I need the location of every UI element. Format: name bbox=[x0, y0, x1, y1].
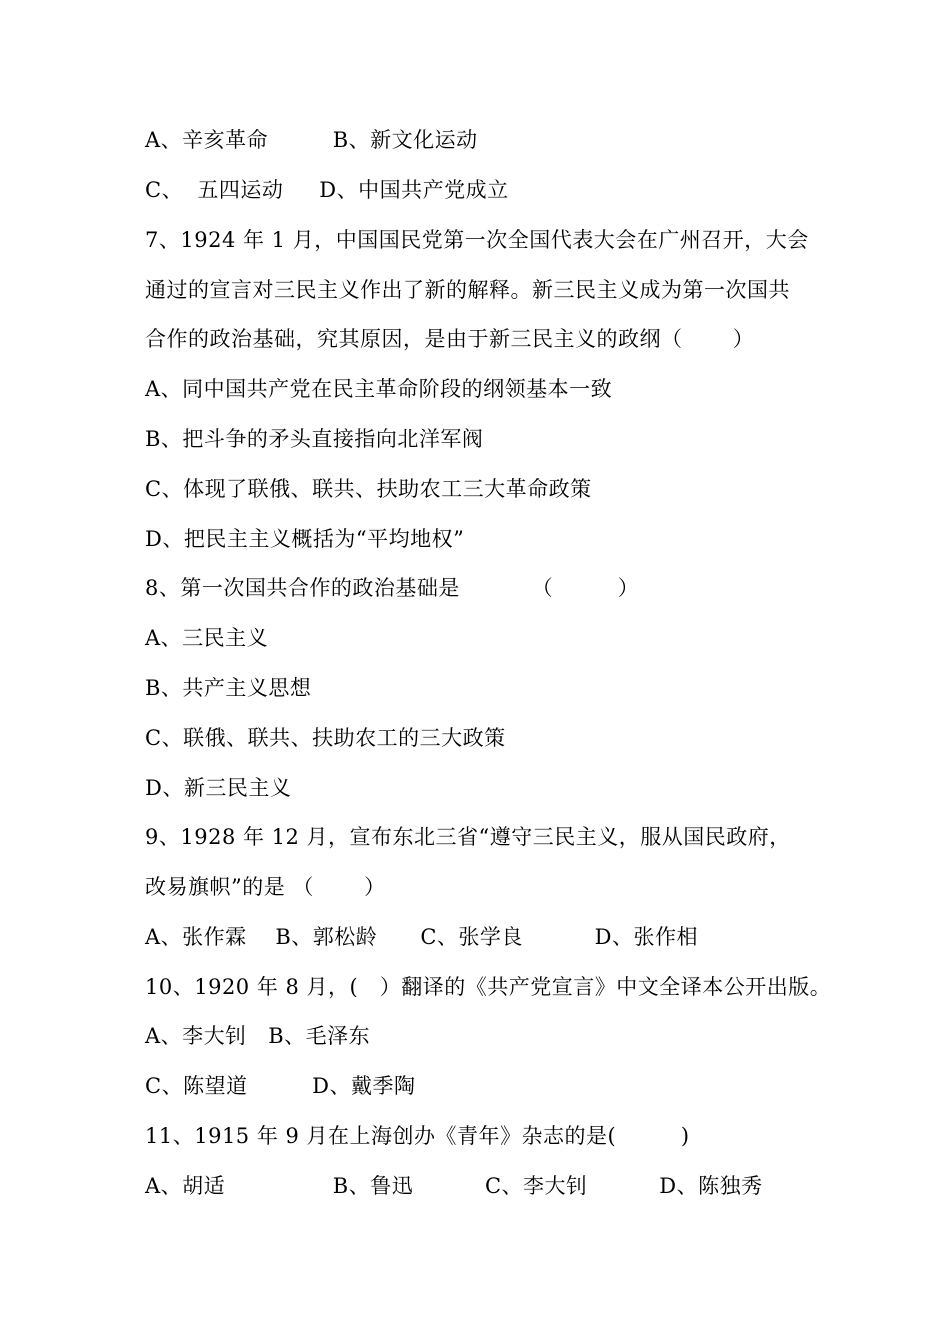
q10-stem: 10、1920 年 8 月，( ）翻译的《共产党宣言》中文全译本公开出版。 bbox=[145, 975, 832, 999]
q11-options: A、胡适 B、鲁迅 C、李大钊 D、陈独秀 bbox=[145, 1174, 763, 1198]
q10-options-ab: A、李大钊 B、毛泽东 bbox=[145, 1024, 371, 1048]
q7-stem-line-2: 通过的宣言对三民主义作出了新的解释。新三民主义成为第一次国共 bbox=[145, 278, 790, 302]
q7-stem-line-3: 合作的政治基础，究其原因，是由于新三民主义的政纲（ ） bbox=[145, 327, 755, 351]
q7-stem-line-1: 7、1924 年 1 月，中国国民党第一次全国代表大会在广州召开，大会 bbox=[145, 228, 809, 252]
q8-option-a: A、三民主义 bbox=[145, 626, 269, 650]
q6-options-ab: A、辛亥革命 B、新文化运动 bbox=[145, 128, 478, 152]
q10-options-cd: C、陈望道 D、戴季陶 bbox=[145, 1074, 416, 1098]
q7-option-d: D、把民主主义概括为“平均地权” bbox=[145, 527, 465, 551]
q6-options-cd: C、 五四运动 D、中国共产党成立 bbox=[145, 178, 509, 202]
q9-options: A、张作霖 B、郭松龄 C、张学良 D、张作相 bbox=[145, 925, 699, 949]
q7-option-a: A、同中国共产党在民主革命阶段的纲领基本一致 bbox=[145, 377, 613, 401]
q9-stem-line-2: 改易旗帜”的是 （ ） bbox=[145, 875, 386, 899]
q11-stem: 11、1915 年 9 月在上海创办《青年》杂志的是( ) bbox=[145, 1124, 690, 1148]
q9-stem-line-1: 9、1928 年 12 月，宣布东北三省“遵守三民主义，服从国民政府， bbox=[145, 825, 791, 849]
q7-option-c: C、体现了联俄、联共、扶助农工三大革命政策 bbox=[145, 477, 592, 501]
q7-option-b: B、把斗争的矛头直接指向北洋军阀 bbox=[145, 427, 484, 451]
q8-option-b: B、共产主义思想 bbox=[145, 676, 312, 700]
q8-option-c: C、联俄、联共、扶助农工的三大政策 bbox=[145, 726, 506, 750]
q8-stem: 8、第一次国共合作的政治基础是 （ ） bbox=[145, 576, 640, 600]
q8-option-d: D、新三民主义 bbox=[145, 776, 292, 800]
